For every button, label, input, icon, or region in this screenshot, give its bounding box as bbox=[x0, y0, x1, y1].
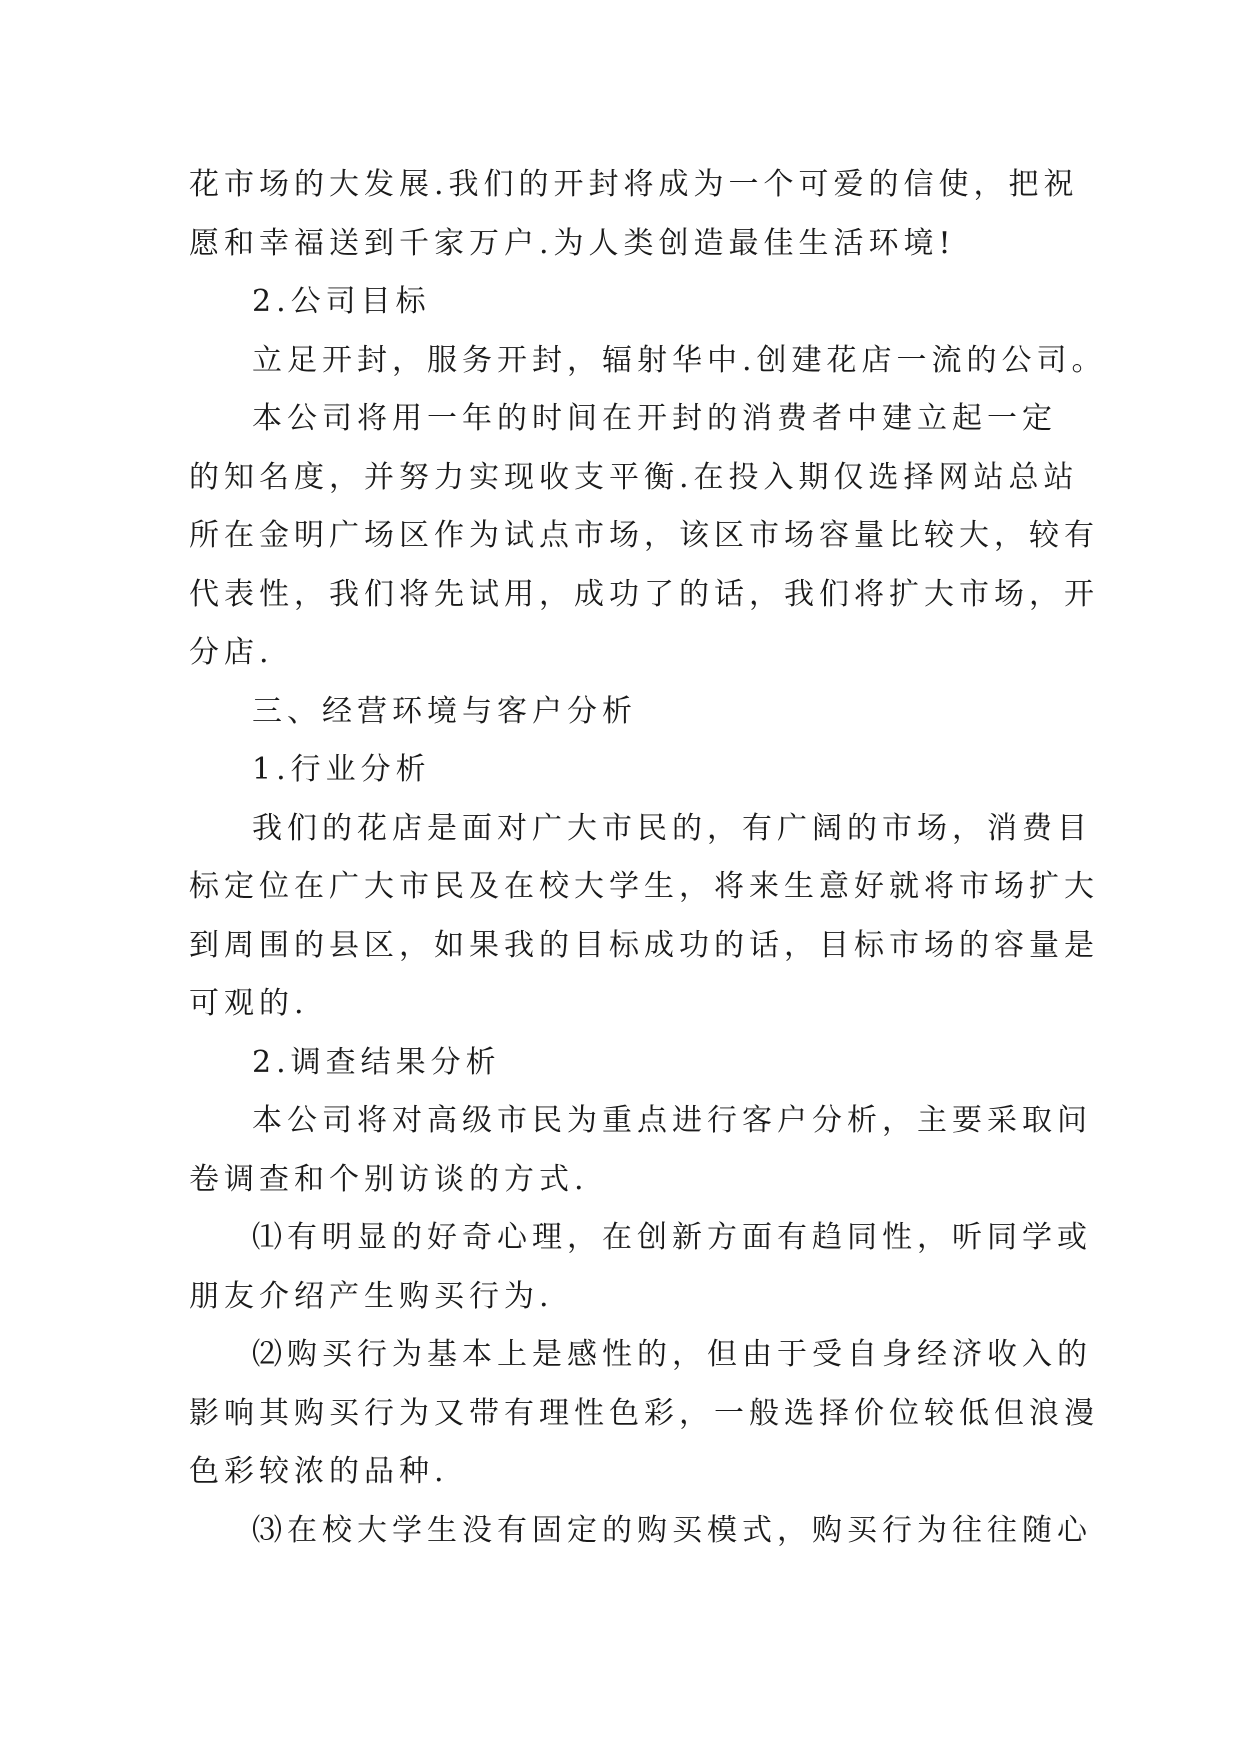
section-heading-company-goals: 2.公司目标 bbox=[252, 284, 431, 319]
text-line: 影响其购买行为又带有理性色彩，一般选择价位较低但浪漫 bbox=[189, 1395, 1099, 1431]
section-heading-survey-analysis: 2.调查结果分析 bbox=[252, 1044, 501, 1080]
text-line: 本公司将对高级市民为重点进行客户分析，主要采取问 bbox=[252, 1103, 1092, 1138]
document-body bbox=[189, 156, 1107, 1560]
list-item-3: ⑶在校大学生没有固定的购买模式，购买行为往往随心 bbox=[252, 1512, 1092, 1548]
section-heading-environment-analysis: 三、经营环境与客户分析 bbox=[252, 693, 637, 729]
list-item-2: ⑵购买行为基本上是感性的，但由于受自身经济收入的 bbox=[252, 1337, 1092, 1372]
text-line: 标定位在广大市民及在校大学生，将来生意好就将市场扩大 bbox=[189, 869, 1099, 904]
text-line: 所在金明广场区作为试点市场，该区市场容量比较大，较有 bbox=[189, 518, 1099, 553]
section-heading-industry-analysis: 1.行业分析 bbox=[252, 752, 431, 787]
list-item-1: ⑴有明显的好奇心理，在创新方面有趋同性，听同学或 bbox=[252, 1220, 1092, 1255]
text-line: 到周围的县区，如果我的目标成功的话，目标市场的容量是 bbox=[189, 927, 1099, 963]
text-line: 色彩较浓的品种. bbox=[189, 1454, 449, 1489]
text-line: 朋友介绍产生购买行为. bbox=[189, 1278, 554, 1314]
text-line: 卷调查和个别访谈的方式. bbox=[189, 1161, 589, 1197]
text-line: 代表性，我们将先试用，成功了的话，我们将扩大市场，开 bbox=[189, 576, 1099, 612]
text-line: 立足开封，服务开封，辐射华中.创建花店一流的公司。 bbox=[252, 342, 1107, 378]
text-line: 的知名度，并努力实现收支平衡.在投入期仅选择网站总站 bbox=[189, 459, 1079, 495]
text-line: 分店. bbox=[189, 635, 274, 670]
text-line: 愿和幸福送到千家万户.为人类创造最佳生活环境! bbox=[189, 225, 956, 261]
text-line: 花市场的大发展.我们的开封将成为一个可爱的信使，把祝 bbox=[189, 167, 1079, 202]
text-line: 我们的花店是面对广大市民的，有广阔的市场，消费目 bbox=[252, 810, 1092, 846]
text-line: 本公司将用一年的时间在开封的消费者中建立起一定 bbox=[252, 401, 1057, 436]
text-line: 可观的. bbox=[189, 986, 309, 1021]
